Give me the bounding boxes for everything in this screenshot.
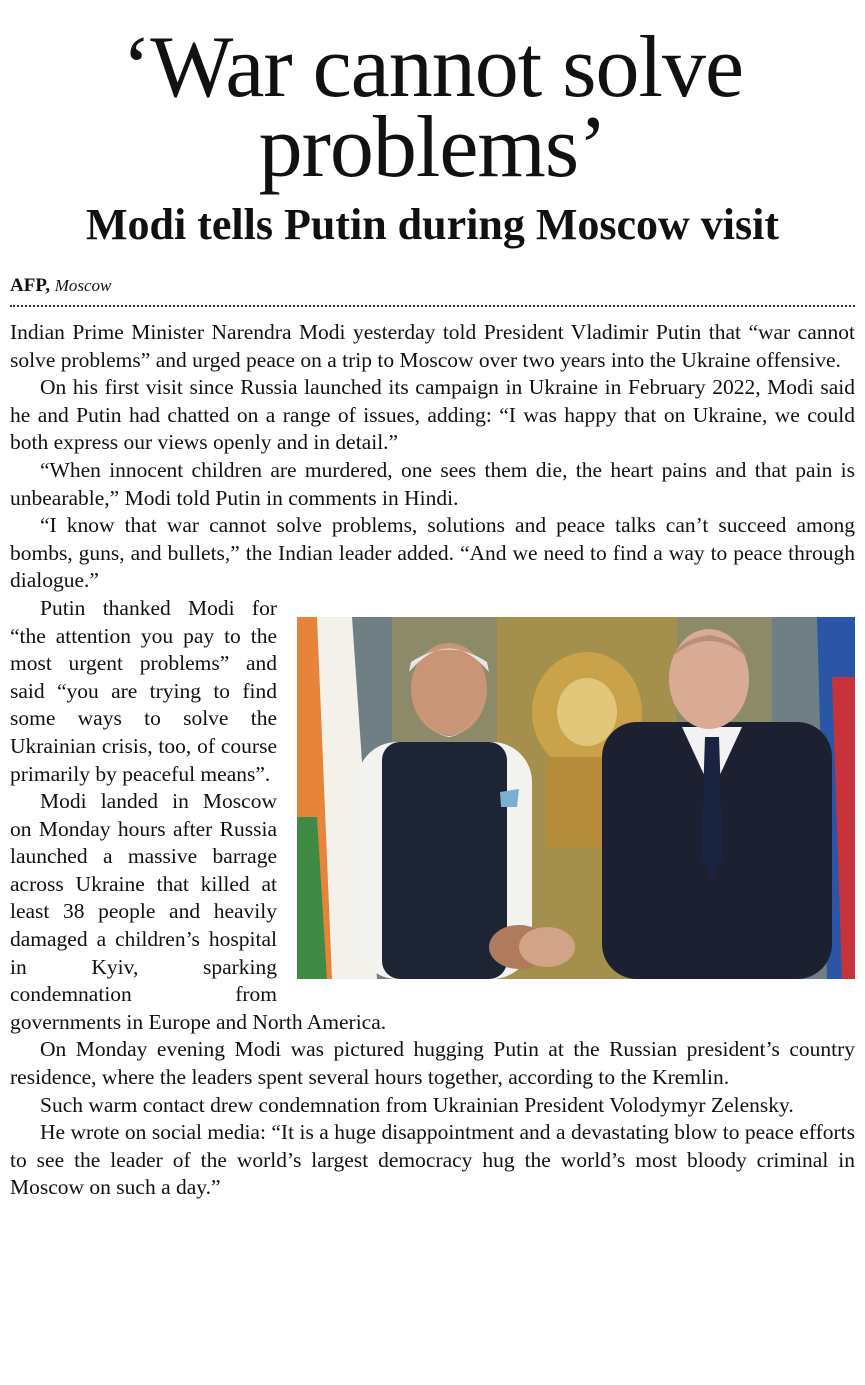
paragraph: Modi landed in Moscow on Monday hours after Russia launched a massive barrage across Ukraine that killed at least 38 people and heavily damaged a children’s hospital in Kyiv, sparking condemnation from governments in Europe and North America. — [10, 789, 387, 1034]
paragraph: Such warm contact drew condemnation from Ukrainian President Volodymyr Zelensky. — [40, 1092, 794, 1117]
byline-place: Moscow — [54, 276, 112, 295]
paragraph: On Monday evening Modi was pictured hugging Putin at the Russian president’s country residence, where the leaders spent several hours together, according to the Kremlin. — [10, 1037, 855, 1090]
paragraph: On his first visit since Russia launched its campaign in Ukraine in February 2022, Modi said he and Putin had chatted on a range of issues, adding: “I was happy that on Ukraine, we could both express our views openly and in detail.” — [10, 375, 855, 455]
paragraph: Indian Prime Minister Narendra Modi yesterday told President Vladimir Putin that “war cannot solve problems” and urged peace on a trip to Moscow over two years into the Ukraine offensive. — [10, 320, 855, 372]
byline-agency: AFP, — [10, 275, 50, 296]
subheadline: Modi tells Putin during Moscow visit — [85, 200, 780, 249]
handshake-photo-illustration — [297, 617, 855, 979]
paragraph: “When innocent children are murdered, one sees them die, the heart pains and that pain is unbearable,” Modi told Putin in comments in Hindi. — [10, 457, 855, 510]
paragraph: Putin thanked Modi for “the attention you pay to the most urgent problems” and said “you are trying to find some ways to solve the Ukrainian crisis, too, of course primarily by peaceful means”. — [10, 595, 277, 786]
headline: ‘War cannot solve problems’ — [122, 19, 743, 196]
article-body — [10, 319, 855, 1202]
byline — [10, 275, 855, 297]
paragraph: He wrote on social media: “It is a huge disappointment and a devastating blow to peace efforts to see the leader of the world’s largest democracy hug the world’s most bloody criminal in Moscow on such a day.” — [10, 1120, 855, 1200]
article-photo — [297, 617, 855, 979]
dotted-divider — [10, 305, 855, 307]
paragraph: “I know that war cannot solve problems, solutions and peace talks can’t succeed among bombs, guns, and bullets,” the Indian leader added. “And we need to find a way to peace through dialogue.” — [10, 513, 855, 593]
article — [10, 0, 855, 1202]
